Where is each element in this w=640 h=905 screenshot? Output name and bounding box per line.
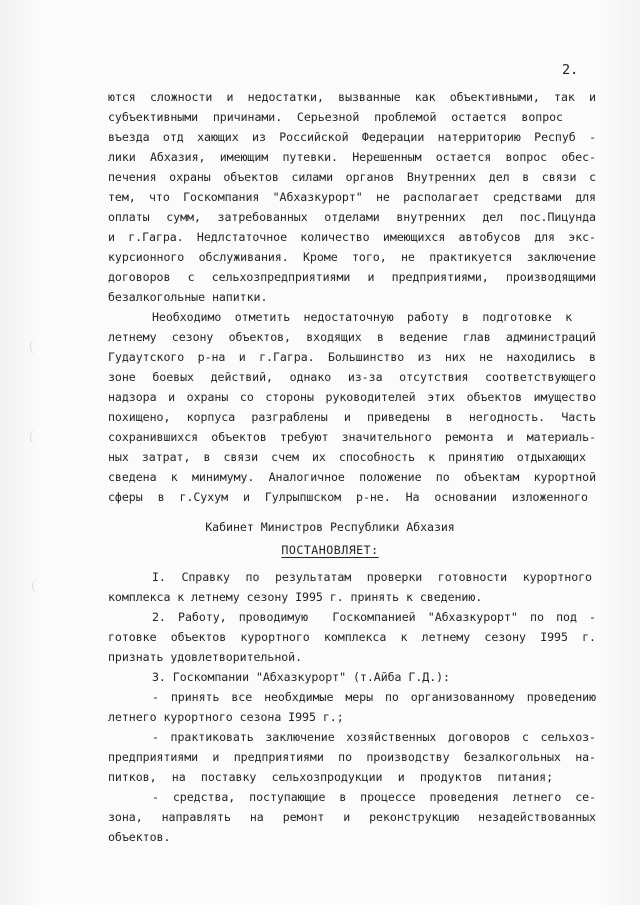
- decree-line: - принять все необхдимые меры по организованному проведению: [152, 690, 596, 704]
- decree-line: летнего курортного сезона I995 г.;: [108, 710, 344, 724]
- text-line: субъективными причинами. Серьезной проблемой остается вопрос: [108, 110, 563, 124]
- text-line: надзора и охраны со стороны руководителей этих объектов имущество: [108, 390, 596, 404]
- decree-line: признать удовлетворительной.: [108, 650, 303, 664]
- decree-line: I. Справку по результатам проверки готовности курортного: [152, 570, 592, 584]
- text-line: сведена к минимуму. Аналогичное положение по объектам курортной: [108, 470, 596, 484]
- decree-line: 3. Госкомпании "Абхазкурорт" (т.Айба Г.Д.):: [152, 670, 450, 684]
- page-number: 2.: [562, 62, 579, 78]
- decree-line: комплекса к летнему сезону I995 г. принять к сведению.: [108, 590, 483, 604]
- text-line: тем, что Госкомпания "Абхазкурорт" не располагает средствами для: [108, 190, 596, 204]
- text-line: лики Абхазия, имеющим путевки. Нерешенным остается вопрос обес-: [108, 150, 596, 164]
- decree-line: 2. Работу, проводимую Госкомпанией "Абхазкурорт" по под -: [152, 610, 596, 624]
- decree-line: - средства, поступающие в процессе проведения летнего се-: [152, 790, 596, 804]
- decree-line: - практиковать заключение хозяйственных договоров с сельхоз-: [152, 730, 596, 744]
- text-line: и г.Гагра. Недлстаточное количество имеющихся автобусов для экс-: [108, 230, 596, 244]
- punch-hole-mark: [30, 340, 41, 354]
- text-line: ных затрат, в связи счем их способность к принятию отдыхающих: [108, 450, 586, 464]
- cabinet-line: Кабинет Министров Республики Абхазия: [205, 520, 455, 534]
- text-line: договоров с сельхозпредприятиями и предприятиями, производящими: [108, 270, 596, 284]
- text-line: сохранившихся объектов требуют значительного ремонта и материаль-: [108, 430, 596, 444]
- text-line: зоне боевых действий, однако из-за отсутствия соответствующего: [108, 370, 596, 384]
- punch-hole-mark: [30, 430, 41, 444]
- decree-heading: ПОСТАНОВЛЯЕТ:: [281, 543, 379, 557]
- decree-line: объектов.: [108, 830, 171, 844]
- decree-line: предприятиями и предприятиями по производству безалкогольных на-: [108, 750, 596, 764]
- text-line: Необходимо отметить недостаточную работу в подготовке к: [152, 310, 572, 324]
- text-line: Гудаутского р-на и г.Гагра. Большинство из них не находились в: [108, 350, 596, 364]
- text-line: курсионного обслуживания. Кроме того, не практикуется заключение: [108, 250, 596, 264]
- text-line: въезда отд хающих из Российской Федерации натерриторию Респуб -: [108, 130, 596, 144]
- text-line: ются сложности и недостатки, вызванные как объективными, так и: [108, 90, 596, 104]
- punch-hole-mark: [32, 580, 41, 592]
- text-line: летнему сезону объектов, входящих в ведение глав администраций: [108, 330, 596, 344]
- text-line: похищено, корпуса разграблены и приведены в негодность. Часть: [108, 410, 596, 424]
- text-line: сферы в г.Сухум и Гулрыпшском р-не. На основании изложенного: [108, 490, 588, 504]
- decree-line: готовке объектов курортного комплекса к летнему сезону I995 г.: [108, 630, 596, 644]
- text-line: оплаты сумм, затребованных отделами внутренних дел пос.Пицунда: [108, 210, 596, 224]
- text-line: безалкогольные напитки.: [108, 290, 268, 304]
- text-line: печения охраны объектов силами органов Внутренних дел в связи с: [108, 170, 596, 184]
- decree-line: питков, на поставку сельхозпродукции и продуктов питания;: [108, 770, 553, 784]
- decree-line: зона, направлять на ремонт и реконструкцию незадействованных: [108, 810, 596, 824]
